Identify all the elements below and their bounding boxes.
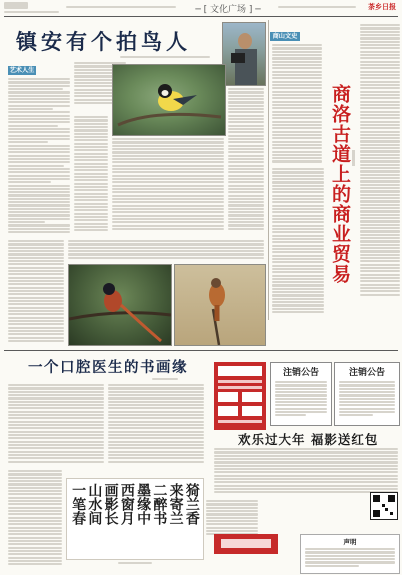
- trade-article-col-1: [272, 44, 322, 164]
- paradise-flycatcher-photo: [68, 264, 172, 346]
- calligraphy-column: 二醉书: [151, 483, 168, 525]
- calligraphy-column: 画影长: [102, 483, 119, 525]
- festival-text: [214, 448, 398, 498]
- calligraphy-column: 山水间: [86, 483, 103, 525]
- calligraphy-column: 墨缘中: [135, 483, 152, 525]
- tit-bird-photo: [112, 64, 226, 136]
- redstart-photo: [174, 264, 266, 346]
- bird-article-col-3: [74, 116, 108, 234]
- masthead: [0, 0, 402, 18]
- trade-article-col-2: [360, 24, 400, 314]
- bird-article-col-1: [8, 78, 70, 238]
- bird-story-headline: 镇安有个拍鸟人: [16, 30, 191, 54]
- calligraphy-column: 来寄兰: [167, 483, 184, 525]
- edition-info: [4, 11, 59, 15]
- bird-story-byline: [120, 56, 210, 60]
- section-label: ─ [ 文化广场 ] ─: [195, 5, 261, 15]
- red-advertisement: [214, 362, 266, 430]
- paper-name: 茶乡日报: [368, 3, 396, 11]
- calligraphy-column: 一笔春: [70, 483, 87, 525]
- trade-story-byline: [352, 150, 358, 166]
- trade-article-col-3: [272, 168, 324, 316]
- art-article-col-2: [108, 384, 204, 464]
- art-story-byline: [152, 378, 178, 382]
- statement-title: 声明: [343, 538, 357, 546]
- promotion-banner: [214, 534, 278, 554]
- art-article-col-3: [8, 470, 62, 570]
- calligraphy-column: 西窗月: [118, 483, 135, 525]
- calligraphy-caption: [118, 562, 152, 566]
- art-article-col-1: [8, 384, 104, 464]
- statement-box: [300, 534, 400, 574]
- bird-article-col-4: [112, 138, 224, 234]
- bird-article-col-7: [68, 240, 264, 262]
- landscape-history-tag: 商山文史: [270, 32, 300, 41]
- bird-article-col-6: [8, 240, 64, 346]
- qr-code: [370, 492, 398, 520]
- calligraphy-column: 猗兰香: [183, 483, 200, 525]
- calligraphy-work: [66, 478, 204, 560]
- notice-1: [270, 362, 332, 426]
- notice-1-title: 注销公告: [282, 368, 319, 378]
- art-people-tag: 艺术人生: [9, 67, 35, 74]
- notice-2: [334, 362, 400, 426]
- editor-credits: [66, 6, 176, 10]
- notice-2-title: 注销公告: [348, 368, 385, 378]
- trade-story-headline: 商洛古道上的商业贸易: [329, 84, 351, 284]
- festival-banner: 欢乐过大年 福影送红包: [238, 432, 379, 447]
- masthead-contacts: [278, 6, 356, 10]
- bird-article-col-5: [228, 88, 264, 234]
- photographer-photo: [222, 22, 266, 86]
- page-number-label: [4, 2, 28, 9]
- art-story-headline: 一个口腔医生的书画缘: [28, 360, 188, 376]
